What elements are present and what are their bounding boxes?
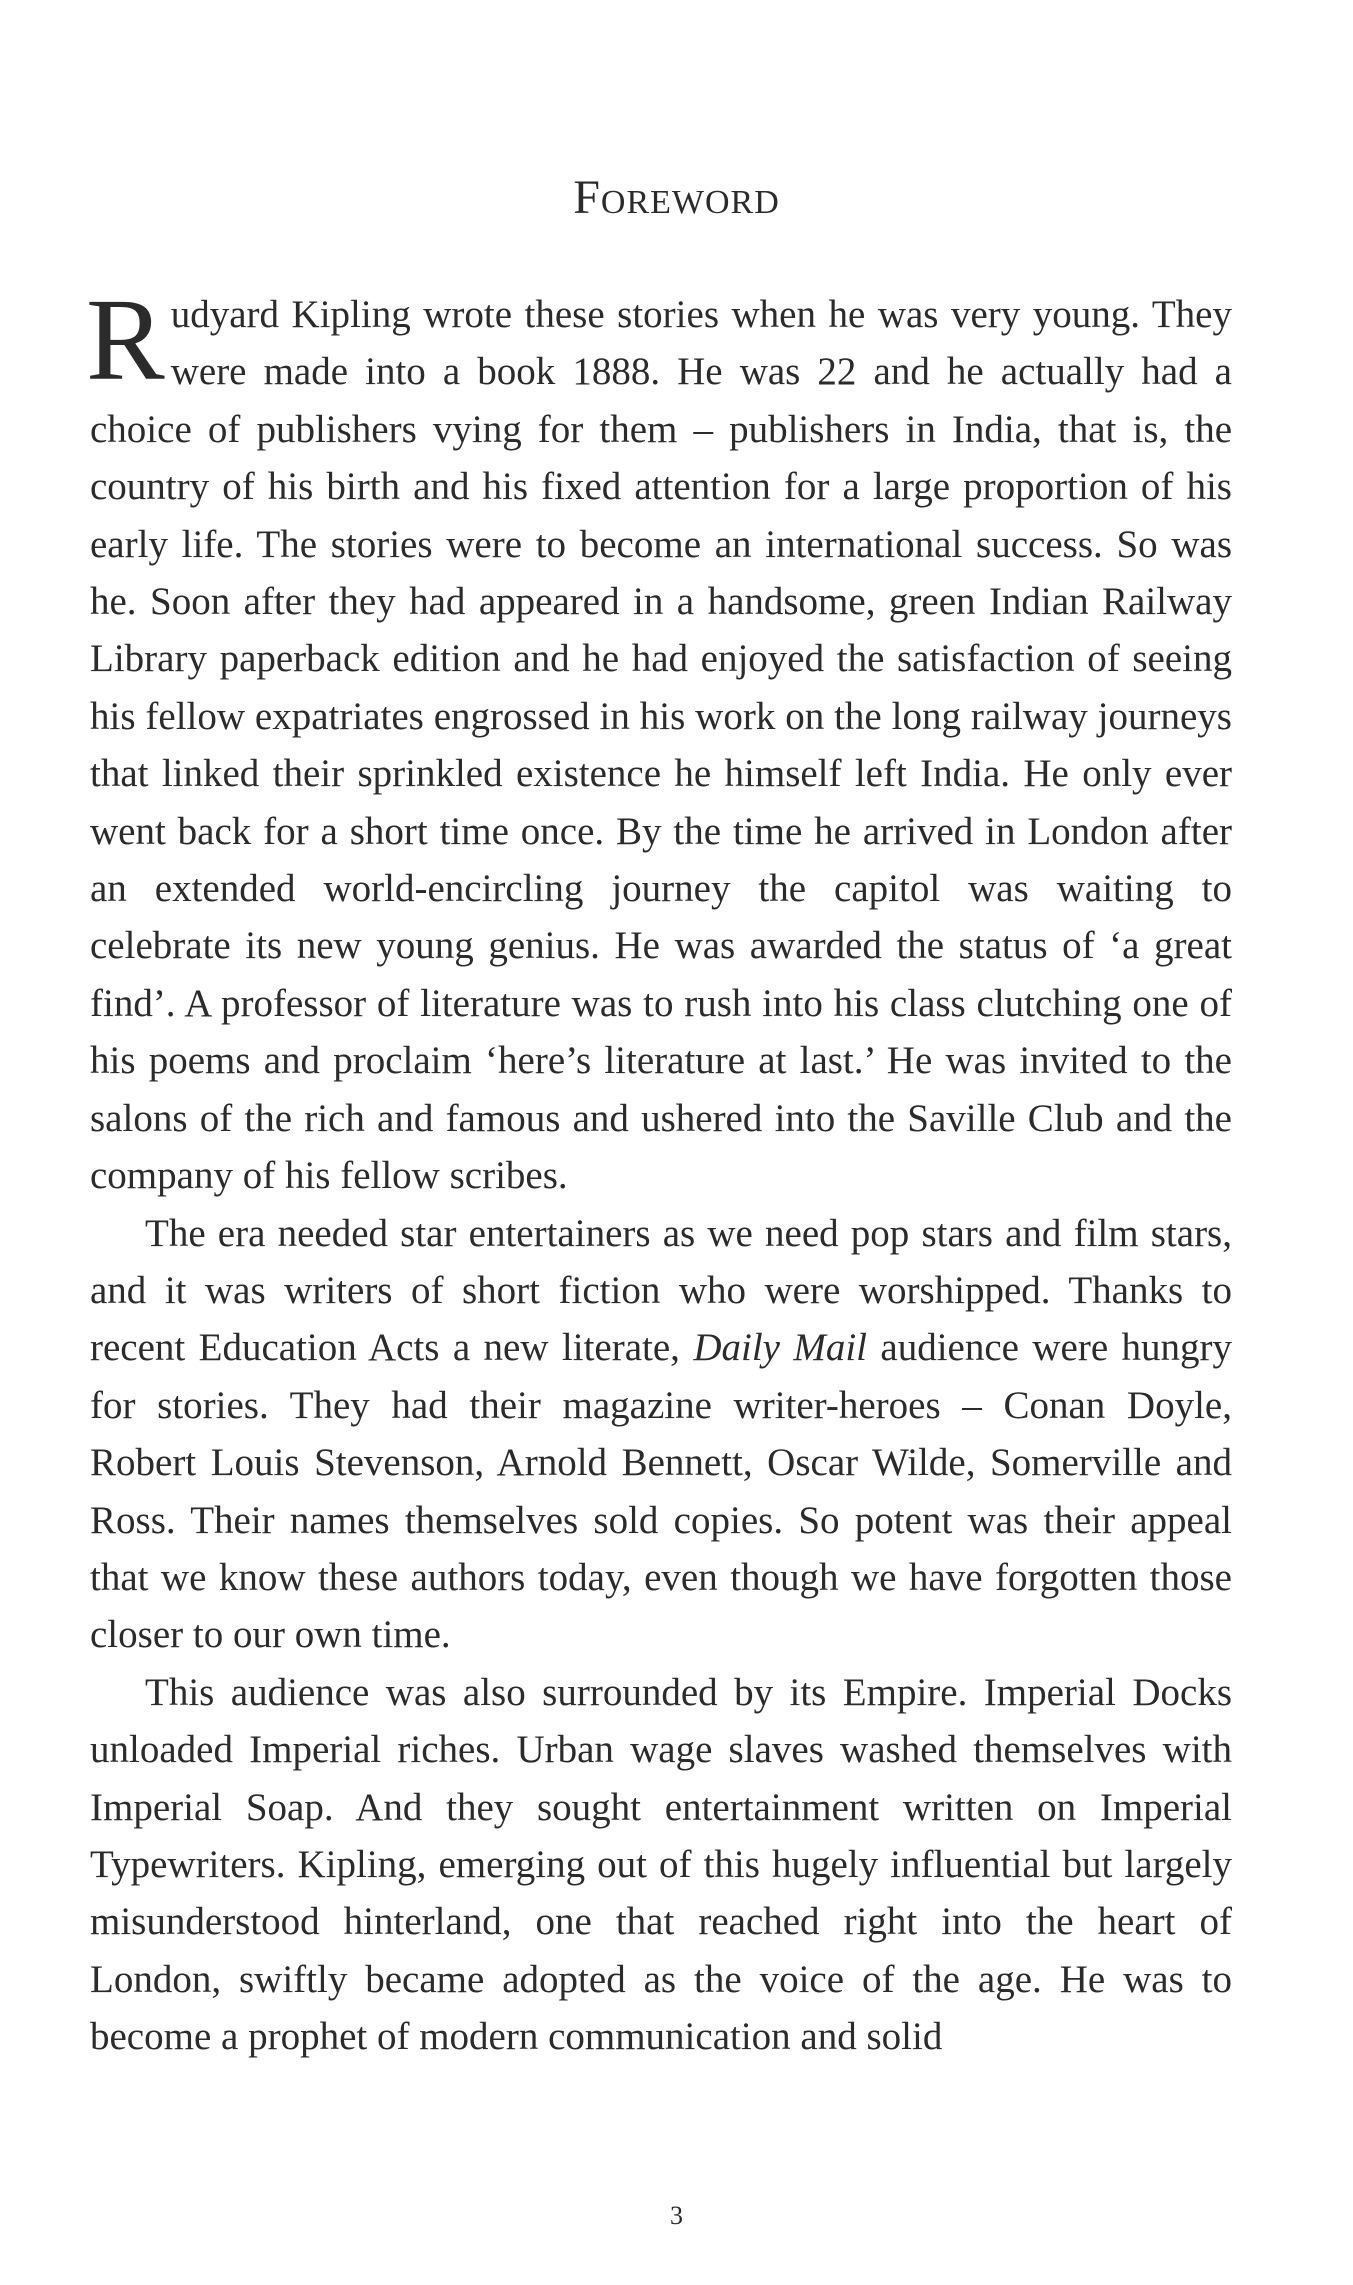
italic-title: Daily Mail [693,1326,868,1370]
body-text [86,274,1233,2066]
page-number: 3 [670,2201,683,2230]
paragraph-3-text: This audience was also surrounded by its Empire. Imperial Docks unloaded Imperial riches. Urban wage slaves washed themselves with Imperial Soap. And they sought entertainment written on Imperial Typewriters. Kipling, emerging out of this hugely influential but largely misunderstood hinterland, one that reached right into the heart of London, swiftly became adopted as the voice of the age. He was to become a prophet of modern communication and solid [90,1670,1232,2059]
paragraph-2-text-start: The era needed star entertainers as we need pop stars and film stars, and it was writers of short fiction who were worshipped. Thanks to recent Education Acts a new literate, [90,1211,1232,1370]
paragraph-2 [90,1205,1232,1664]
paragraph-1 [86,274,1232,1205]
paragraph-1-text: udyard Kipling wrote these stories when he was very young. They were made into a book 1888. He was 22 and he actually had a choice of publishers vying for them – publishers in India, that is, the country of his birth and his fixed attention for a large proportion of his early life. The stories were to become an international success. So was he. Soon after they had appeared in a handsome, green Indian Railway Library paperback edition and he had enjoyed the satisfaction of seeing his fellow expatriates engrossed in his work on the long railway journeys that linked their sprinkled existence he himself left India. He only ever went back for a short time once. By the time he arrived in London after an extended world-encircling journey the capitol was waiting to celebrate its new young genius. He was awarded the status of ‘a great find’. A professor of literature was to rush into his class clutching one of his poems and proclaim ‘here’s literature at last.’ He was invited to the salons of the rich and famous and ushered into the Saville Club and the company of his fellow scribes. [90,293,1232,1198]
paragraph-2-text-end: audience were hungry for stories. They had their magazine writer-heroes – Conan Doyle, Robert Louis Stevenson, Arnold Bennett, Oscar Wilde, Somerville and Ross. Their names themselves sold copies. So potent was their appeal that we know these authors today, even though we have forgotten those closer to our own time. [90,1326,1233,1657]
drop-cap: R [86,274,165,405]
paragraph-3 [90,1664,1232,2066]
chapter-title: Foreword [573,171,780,224]
